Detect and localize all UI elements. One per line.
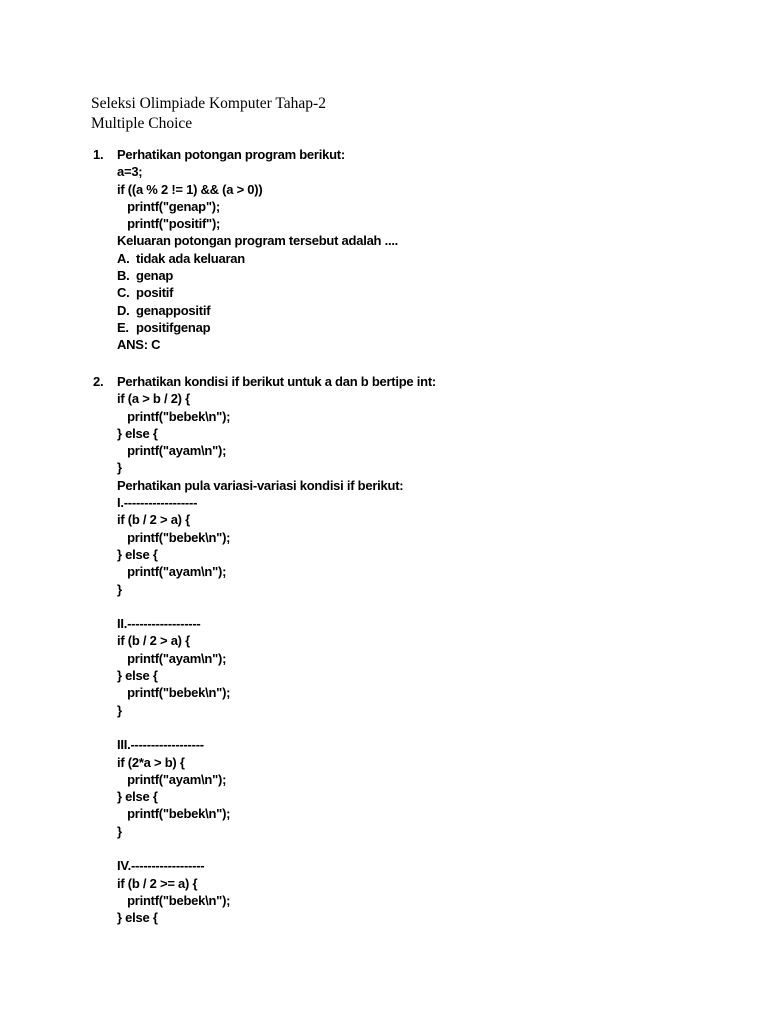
option-letter: D. [117, 302, 130, 318]
code-line: if (b / 2 > a) { [117, 512, 190, 528]
code-line: printf("ayam\n"); [117, 443, 227, 459]
question-text: Perhatikan potongan program berikut: [117, 147, 345, 162]
option-letter: A. [117, 250, 130, 266]
code-line: } [117, 460, 122, 476]
option-b [117, 267, 717, 284]
code-line: printf("bebek\n"); [117, 892, 231, 908]
code-line: } else { [117, 425, 158, 441]
option-d [117, 302, 717, 319]
code-line: printf("bebek\n"); [117, 529, 231, 545]
code-line: printf("ayam\n"); [117, 650, 227, 666]
code-line: printf("positif"); [117, 216, 221, 232]
variant-heading: I.------------------ [117, 495, 198, 511]
variant-heading: III.------------------ [117, 737, 204, 753]
variant-heading: IV.------------------ [117, 858, 205, 874]
code-line: } [117, 702, 122, 718]
option-text: genap [136, 268, 174, 284]
blank-line [117, 598, 717, 615]
code-line: printf("ayam\n"); [117, 564, 227, 580]
option-letter: C. [117, 285, 130, 301]
question-prompt: Keluaran potongan program tersebut adalah .... [117, 233, 399, 249]
option-text: positif [136, 285, 174, 301]
code-line: printf("bebek\n"); [117, 408, 231, 424]
question-text: Perhatikan kondisi if berikut untuk a dan b bertipe int: [117, 374, 436, 389]
question-text: Perhatikan pula variasi-variasi kondisi if berikut: [117, 477, 404, 493]
code-line: } [117, 823, 122, 839]
option-c [117, 284, 717, 301]
blank-line [117, 840, 717, 857]
question-number: 2. [93, 374, 104, 389]
code-line: } else { [117, 789, 158, 805]
code-line: if (b / 2 > a) { [117, 633, 190, 649]
code-line: if (a > b / 2) { [117, 391, 190, 407]
variant-heading: II.------------------ [117, 616, 201, 632]
code-line: a=3; [117, 164, 143, 180]
option-a [117, 250, 717, 267]
question-body [117, 373, 717, 927]
blank-line [117, 719, 717, 736]
option-e [117, 319, 717, 336]
code-line: } else { [117, 668, 158, 684]
code-line: } else { [117, 546, 158, 562]
code-line: } [117, 581, 122, 597]
option-text: positifgenap [136, 319, 211, 335]
code-line: printf("bebek\n"); [117, 685, 231, 701]
document-subtitle: Multiple Choice [91, 115, 193, 132]
document-header [91, 94, 326, 134]
question-number: 1. [93, 147, 104, 162]
question-body [117, 146, 717, 354]
code-line: printf("genap"); [117, 198, 220, 214]
option-text: genappositif [136, 302, 211, 318]
document-title: Seleksi Olimpiade Komputer Tahap-2 [91, 95, 326, 112]
option-letter: E. [117, 319, 129, 335]
code-line: printf("bebek\n"); [117, 806, 231, 822]
option-text: tidak ada keluaran [136, 250, 245, 266]
code-line: printf("ayam\n"); [117, 771, 227, 787]
code-line: if ((a % 2 != 1) && (a > 0)) [117, 181, 263, 197]
code-line: } else { [117, 910, 158, 926]
code-line: if (b / 2 >= a) { [117, 875, 198, 891]
answer-key: ANS: C [117, 337, 161, 353]
option-letter: B. [117, 268, 130, 284]
code-line: if (2*a > b) { [117, 754, 185, 770]
